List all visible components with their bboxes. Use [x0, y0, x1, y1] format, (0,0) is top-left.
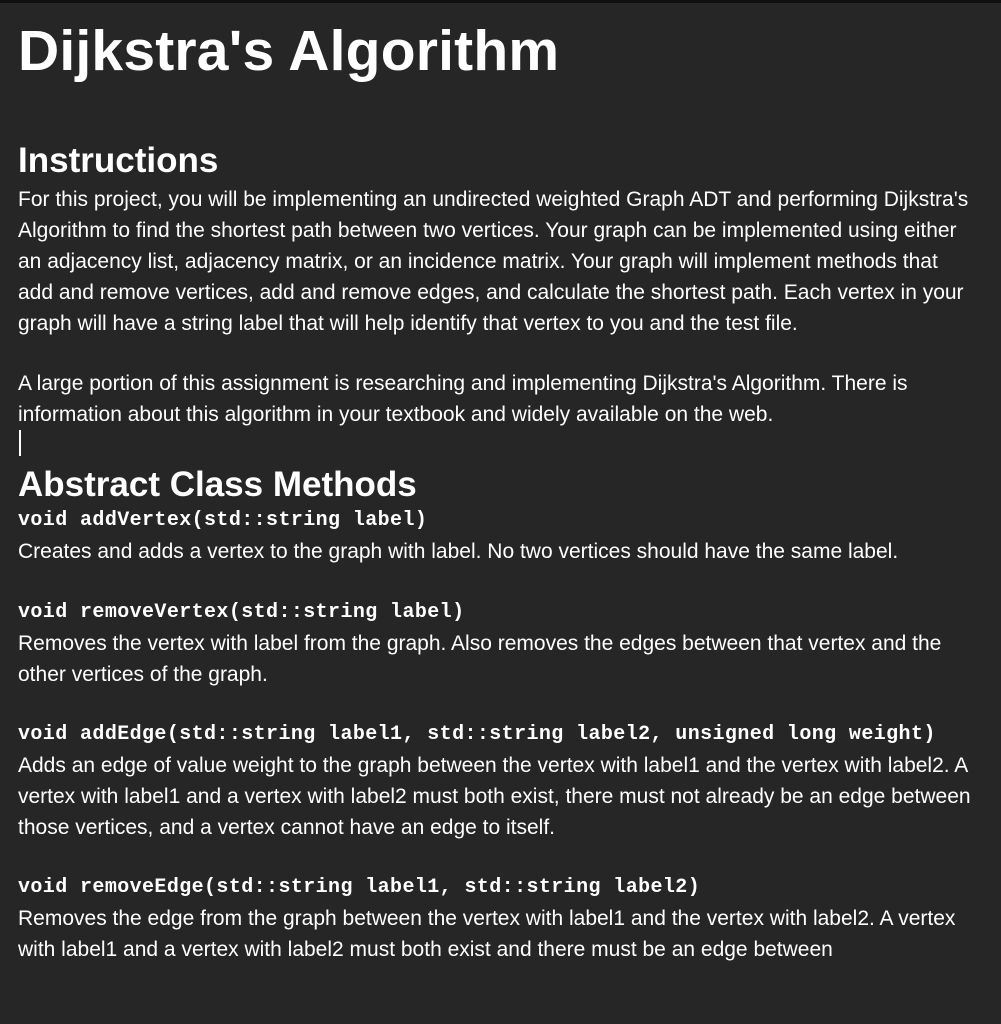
method-add-edge	[18, 720, 978, 843]
method-description: Removes the vertex with label from the graph. Also removes the edges between that vertex and the other vertices of the graph.	[18, 632, 942, 686]
method-signature: void addEdge(std::string label1, std::string label2, unsigned long weight)	[18, 723, 936, 746]
method-remove-vertex	[18, 598, 978, 690]
method-description: Adds an edge of value weight to the graph between the vertex with label1 and the vertex with label2. A vertex with label1 and a vertex with label2 must both exist, there must not already be an edge between those vertices, and a vertex cannot have an edge to itself.	[18, 754, 971, 839]
method-signature: void removeVertex(std::string label)	[18, 601, 465, 624]
method-description: Removes the edge from the graph between the vertex with label1 and the vertex with label2. A vertex with label1 and a vertex with label2 must both exist and there must be an edge between	[18, 907, 956, 961]
instructions-paragraph-1: For this project, you will be implementing an undirected weighted Graph ADT and performing Dijkstra's Algorithm to find the shortest path between two vertices. Your graph can be implemented using either an adjacency list, adjacency matrix, or an incidence matrix. Your graph will implement methods that add and remove vertices, add and remove edges, and calculate the shortest path. Each vertex in your graph will have a string label that will help identify that vertex to you and the test file.	[18, 188, 969, 335]
method-signature: void addVertex(std::string label)	[18, 509, 428, 532]
method-signature: void removeEdge(std::string label1, std::string label2)	[18, 876, 701, 899]
document-body[interactable]	[18, 16, 978, 965]
instructions-paragraph-2: A large portion of this assignment is researching and implementing Dijkstra's Algorithm. There is information about this algorithm in your textbook and widely available on the web.	[18, 372, 908, 426]
text-cursor	[19, 430, 21, 456]
instructions-heading: Instructions	[18, 141, 219, 180]
window-top-border	[0, 0, 1001, 3]
method-description: Creates and adds a vertex to the graph with label. No two vertices should have the same label.	[18, 540, 899, 563]
method-remove-edge	[18, 873, 978, 965]
abstract-methods-heading: Abstract Class Methods	[18, 465, 417, 504]
document-title: Dijkstra's Algorithm	[18, 19, 560, 83]
method-add-vertex	[18, 506, 978, 567]
